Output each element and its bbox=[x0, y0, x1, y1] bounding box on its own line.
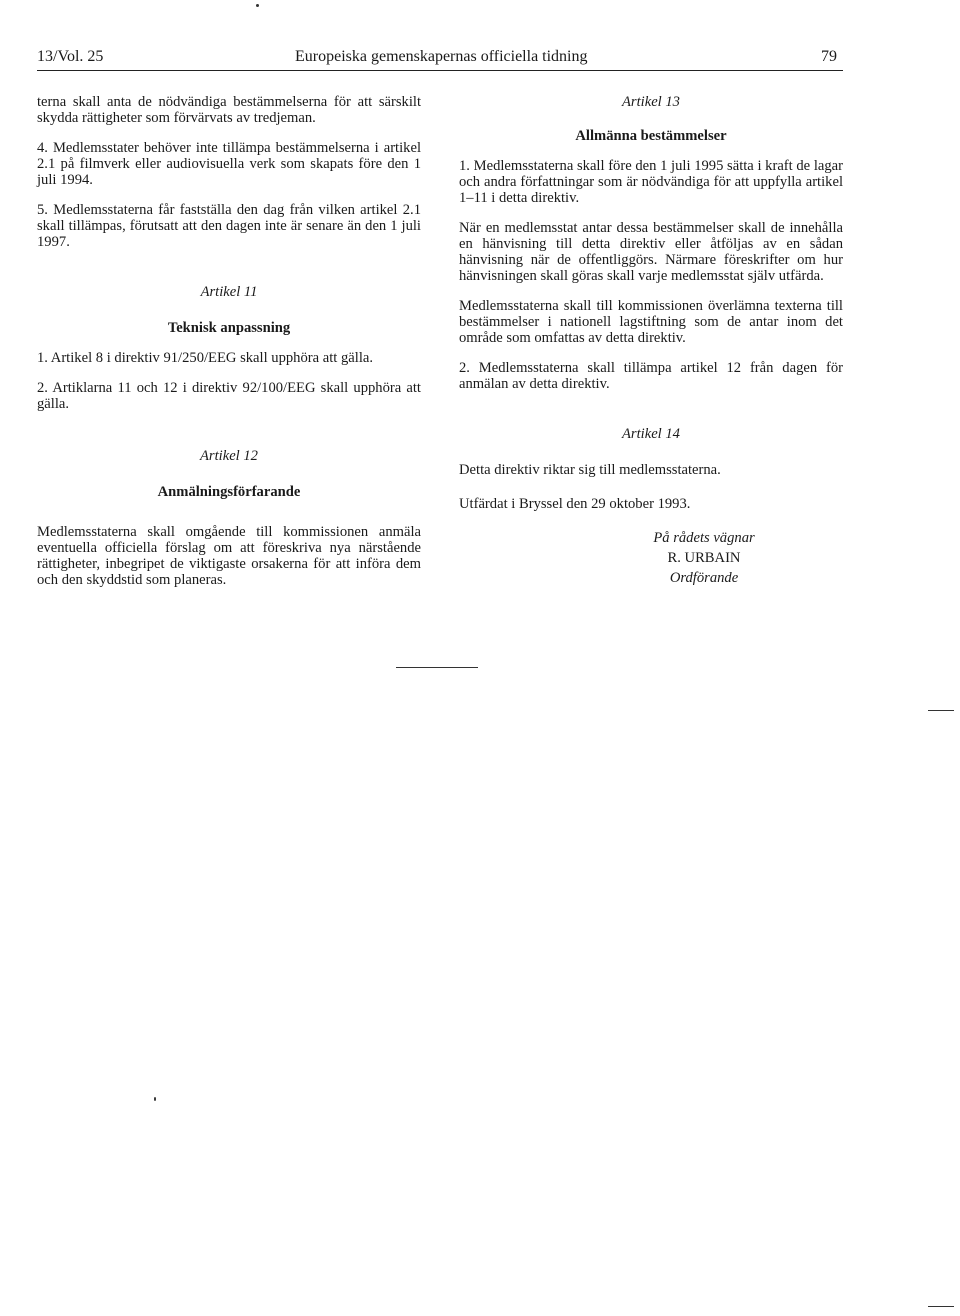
issued-line: Utfärdat i Bryssel den 29 oktober 1993. bbox=[459, 496, 691, 512]
signatory-name: R. URBAIN bbox=[667, 550, 741, 566]
article-11-paragraph-2: 2. Artiklarna 11 och 12 i direktiv 92/100/EEG skall upphöra att gälla. bbox=[37, 380, 421, 412]
page-number: 79 bbox=[821, 48, 837, 65]
article-13-title: Artikel 13 bbox=[622, 94, 680, 110]
article-12-heading: Anmälningsförfarande bbox=[157, 484, 301, 500]
article-13-heading: Allmänna bestämmelser bbox=[575, 128, 727, 144]
left-column bbox=[37, 94, 421, 588]
paragraph-5: 5. Medlemsstaterna får fastställa den dag från vilken artikel 2.1 skall tillämpas, förutsatt att den dagen inte är senare än den 1 juli 1997. bbox=[37, 202, 421, 250]
article-12-title: Artikel 12 bbox=[200, 448, 258, 464]
scan-speck bbox=[928, 710, 954, 711]
volume-label: 13/Vol. 25 bbox=[37, 48, 104, 65]
article-13-paragraph-1c: Medlemsstaterna skall till kommissionen överlämna texterna till bestämmelser i nationell lagstiftning som de antar inom det område som omfattas av detta direktiv. bbox=[459, 298, 843, 346]
article-11-title: Artikel 11 bbox=[200, 284, 258, 300]
signature-on-behalf: På rådets vägnar bbox=[653, 530, 755, 546]
scan-speck bbox=[928, 1306, 954, 1307]
article-13-paragraph-2: 2. Medlemsstaterna skall tillämpa artikel 12 från dagen för anmälan av detta direktiv. bbox=[459, 360, 843, 392]
journal-title: Europeiska gemenskapernas officiella tidning bbox=[295, 48, 588, 65]
right-column bbox=[459, 94, 843, 586]
page-header bbox=[37, 48, 843, 71]
article-12-paragraph: Medlemsstaterna skall omgående till kommissionen anmäla eventuella officiella förslag om att föreskriva nya närstående rättigheter, inbegripet de viktigaste orsakerna för att införa dem och den skyddstid som planeras. bbox=[37, 524, 421, 588]
scan-speck bbox=[256, 4, 259, 7]
article-14-paragraph: Detta direktiv riktar sig till medlemsstaterna. bbox=[459, 462, 721, 478]
paragraph-4: 4. Medlemsstater behöver inte tillämpa bestämmelserna i artikel 2.1 på filmverk eller audiovisuella verk som skapats före den 1 juli 1994. bbox=[37, 140, 421, 188]
article-14-title: Artikel 14 bbox=[622, 426, 680, 442]
end-rule bbox=[396, 667, 478, 668]
paragraph-intro: terna skall anta de nödvändiga bestämmelserna för att särskilt skydda rättigheter som förvärvats av tredjeman. bbox=[37, 94, 421, 126]
article-11-paragraph-1: 1. Artikel 8 i direktiv 91/250/EEG skall upphöra att gälla. bbox=[37, 350, 373, 366]
scan-speck bbox=[154, 1097, 156, 1101]
article-11-heading: Teknisk anpassning bbox=[167, 320, 291, 336]
signature-block bbox=[579, 530, 829, 586]
signatory-role: Ordförande bbox=[669, 570, 739, 586]
article-13-paragraph-1: 1. Medlemsstaterna skall före den 1 juli 1995 sätta i kraft de lagar och andra författningar som är nödvändiga för att uppfylla artikel 1–11 i detta direktiv. bbox=[459, 158, 843, 206]
article-13-paragraph-1b: När en medlemsstat antar dessa bestämmelser skall de innehålla en hänvisning till detta direktiv eller åtföljas av en sådan hänvisning när de offentliggörs. Närmare föreskrifter om hur hänvisningen skall göras skall varje medlemsstat själv utfärda. bbox=[459, 220, 843, 284]
